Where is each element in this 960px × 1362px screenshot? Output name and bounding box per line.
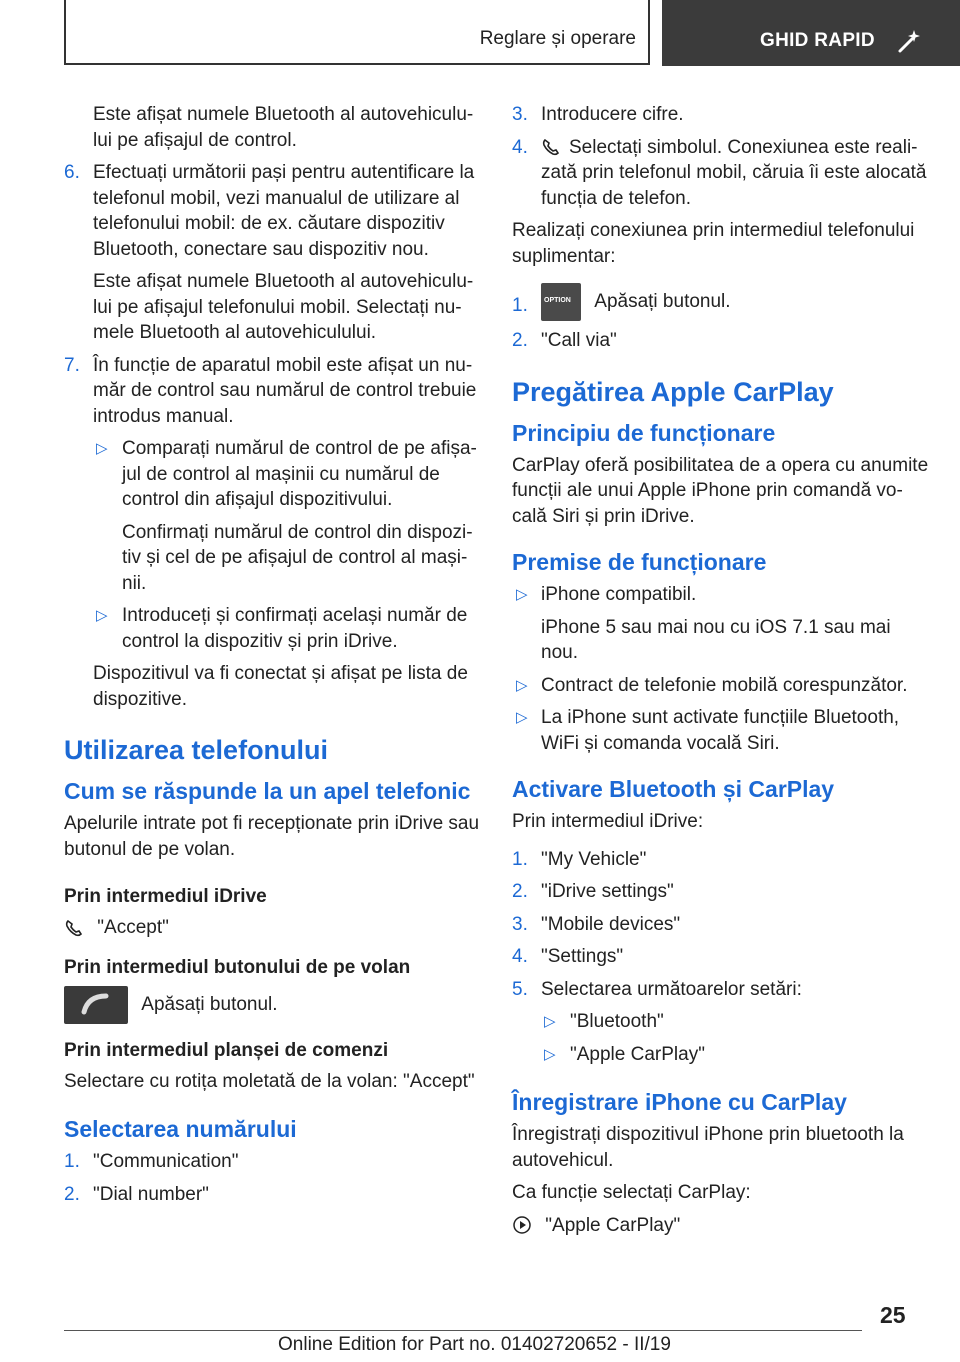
paragraph: Realizați conexiunea prin intermediul telefonului suplimentar: [512,220,915,267]
step-text: "Dial number" [93,1183,209,1205]
left-column [64,102,484,1214]
bullet-item [512,582,932,608]
accept-line [64,915,484,941]
paragraph: Selectare cu rotița moletată de la volan: "Accept" [64,1070,475,1092]
step-text: "Mobile devices" [541,913,681,935]
paragraph: iPhone 5 sau mai nou cu iOS 7.1 sau mai nou. [541,616,891,663]
list-item [512,912,932,938]
step-text: "Call via" [541,330,617,351]
heading-premise: Premise de funcționare [512,549,767,575]
apple-carplay-text: "Apple CarPlay" [545,1214,681,1236]
option-button-image [541,283,581,321]
paragraph: Apelurile intrate pot fi recepționate prin iDrive sau butonul de pe volan. [64,813,480,860]
list-item [512,944,932,970]
heading-activate: Activare Bluetooth și CarPlay [512,776,835,802]
heading-carplay: Pregătirea Apple CarPlay [512,376,834,407]
heading-use-phone: Utilizarea telefonului [64,735,329,765]
paragraph: Este afișat numele Bluetooth al autovehiculu-lui pe afișajul telefonului mobil. Selectați nu-mele Bluetooth al autovehiculului. [93,271,474,343]
edition-note: Online Edition for Part no. 01402720652 - II/19 [278,1334,671,1355]
list-item [64,353,484,430]
step-number: 1. [64,1151,80,1172]
step-text: "Settings" [541,946,624,967]
paragraph: Prin intermediul iDrive: [512,811,704,832]
step-text: Introducere cifre. [541,104,684,125]
heading-via-wheel: Prin intermediul butonului de pe volan [64,956,411,978]
bullet-text: Comparați numărul de control de pe afișa-jul de control al mașinii cu numărul de control din afișajul dispozitivului. [122,438,477,510]
phone-handset-icon [64,986,128,1024]
list-item [512,102,932,128]
list-item [512,879,932,905]
step-number: 6. [64,162,80,183]
step-number: 5. [512,978,528,1000]
step-number: 2. [512,881,528,902]
bullet-text: "Apple CarPlay" [570,1043,705,1065]
header-bottom-rule [64,63,650,65]
bullet-text: Introduceți și confirmați același număr de control la dispozitiv și prin iDrive. [122,605,468,652]
step-text: Selectați simbolul. Conexiunea este reali-zată prin telefonul mobil, căruia îi este alocată funcția de telefon. [541,136,927,209]
paragraph: Dispozitivul va fi conectat și afișat pe lista de dispozitive. [93,663,468,710]
step-number: 2. [512,330,528,351]
play-circle-icon [512,1215,532,1235]
step-text: În funcție de aparatul mobil este afișat un nu-măr de control sau numărul de control trebuie introdus manual. [93,354,477,427]
phone-icon [64,918,84,938]
list-item [512,977,932,1003]
list-item [512,135,932,212]
bullet-text: Contract de telefonie mobilă corespunzător. [541,674,908,696]
header-right-rule [648,0,650,64]
step-number: 7. [64,354,80,376]
list-item [512,328,932,354]
step-number: 4. [512,136,528,158]
paragraph: Înregistrați dispozitivul iPhone prin bluetooth la autovehicul. [512,1124,904,1171]
bullet-item [512,1009,932,1035]
press-text: Apăsați butonul. [141,993,278,1015]
heading-answer-call: Cum se răspunde la un apel telefonic [64,778,471,804]
bullet-item [512,673,932,699]
heading-principle: Principiu de funcționare [512,419,776,446]
footer-rule [64,1330,862,1331]
heading-via-idrive: Prin intermediul iDrive [64,886,267,907]
tab-label: GHID RAPID [760,30,875,51]
page-number: 25 [880,1302,906,1328]
heading-register: Înregistrare iPhone cu CarPlay [512,1089,847,1115]
step-text: Efectuați următorii pași pentru autentificare la telefonul mobil, vezi manualul de utilizare al telefonului mobil: de ex. căutare dispozitiv Bluetooth, conectare sau dispozitiv nou. [93,162,475,260]
step-number: 2. [64,1183,80,1205]
list-item [512,283,932,321]
step-text: "My Vehicle" [541,848,647,870]
bullet-item [512,705,932,756]
step-text: "iDrive settings" [541,881,674,902]
right-column [512,102,932,1245]
bullet-item [64,603,484,654]
phone-icon [541,137,561,157]
step-number: 1. [512,848,528,870]
step-number: 4. [512,946,528,967]
apple-carplay-line [512,1213,932,1239]
phone-button-image [64,986,128,1024]
list-item [64,1182,484,1208]
section-title: Reglare și operare [479,28,636,49]
bullet-triangle-icon: ▷ [96,440,108,457]
list-item [512,847,932,873]
bullet-triangle-icon: ▷ [544,1013,556,1030]
heading-via-panel: Prin intermediul planșei de comenzi [64,1039,389,1061]
bullet-text: La iPhone sunt activate funcțiile Bluetooth, WiFi și comanda vocală Siri. [541,707,900,754]
list-item [64,1149,484,1175]
bullet-item [64,436,484,513]
accept-text: "Accept" [97,917,169,938]
step-text: Apăsați butonul. [594,291,731,313]
step-text: Selectarea următoarelor setări: [541,978,802,1000]
bullet-item [512,1042,932,1068]
paragraph: Ca funcție selectați CarPlay: [512,1182,751,1203]
list-item [64,160,484,262]
bullet-triangle-icon: ▷ [516,586,528,603]
quick-guide-tab[interactable] [662,0,960,66]
step-text: "Communication" [93,1151,239,1172]
press-button-line [64,986,484,1024]
bullet-triangle-icon: ▷ [516,676,528,694]
step-number: 1. [512,295,528,316]
paragraph: Este afișat numele Bluetooth al autovehiculu-lui pe afișajul de control. [93,104,474,151]
paragraph: Confirmați numărul de control din dispozi-tiv și cel de pe afișajul de control al mași-nii. [122,521,473,594]
paragraph: CarPlay oferă posibilitatea de a opera cu anumite funcții ale unui Apple iPhone prin comandă vo-cală Siri și prin iDrive. [512,454,929,527]
wand-icon [897,28,923,54]
bullet-text: "Bluetooth" [570,1011,664,1032]
step-number: 3. [512,913,528,935]
bullet-triangle-icon: ▷ [516,709,528,726]
bullet-text: iPhone compatibil. [541,584,697,605]
step-number: 3. [512,104,528,125]
bullet-triangle-icon: ▷ [544,1045,556,1063]
bullet-triangle-icon: ▷ [96,607,108,624]
heading-select-number: Selectarea numărului [64,1116,297,1142]
option-label: OPTION [544,297,571,304]
